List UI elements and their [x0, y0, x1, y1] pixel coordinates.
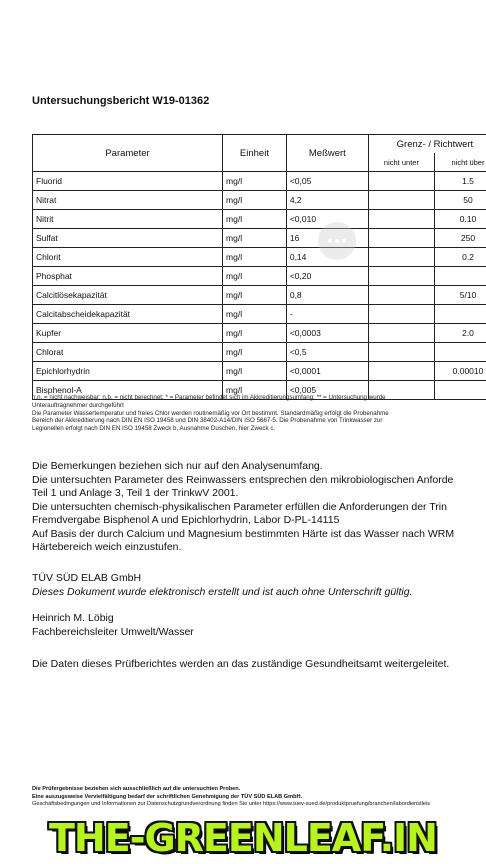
- header-limit-upper: nicht über: [435, 153, 486, 172]
- cell-unit: mg/l: [223, 381, 287, 400]
- cell-limit-lower: [368, 248, 434, 267]
- cell-unit: mg/l: [223, 324, 287, 343]
- cell-limit-lower: [368, 305, 434, 324]
- cell-limit-upper: 2.0: [435, 324, 486, 343]
- cell-limit-upper: 0.10: [435, 210, 486, 229]
- cell-parameter: Phosphat: [33, 267, 223, 286]
- legal-notice: [32, 786, 486, 809]
- cell-value: 4,2: [286, 191, 368, 210]
- results-table: [32, 134, 486, 400]
- cell-limit-upper: [435, 343, 486, 362]
- cell-value: 0,8: [286, 286, 368, 305]
- table-row: [33, 248, 486, 267]
- remark-line: Die Bemerkungen beziehen sich nur auf den Analysenumfang.: [32, 460, 323, 472]
- remark-line: Auf Basis der durch Calcium und Magnesium bestimmten Härte ist das Wasser nach WRM: [32, 527, 455, 540]
- cell-limit-upper: 50: [435, 191, 486, 210]
- footnote-line: n.n. = nicht nachweisbar; n.b. = nicht berechnet; * = Parameter befindet sich im Akkreditierungsumfang; ** = Untersuchung wurde: [32, 394, 386, 401]
- footnote-line: Bereich der Akkreditierung nach DIN EN ISO 19458 und DIN 38402-A14/DIN ISO 5667-5. Die Probenahme von Trinkwasser zur: [32, 417, 383, 425]
- table-row: [33, 267, 486, 286]
- cell-parameter: Kupfer: [33, 324, 223, 343]
- remark-line: Die untersuchten Parameter des Reinwassers entsprechen den mikrobiologischen Anforde: [32, 473, 454, 486]
- cell-limit-lower: [368, 267, 434, 286]
- table-row: [33, 324, 486, 343]
- watermark-text: THE-GREENLEAF.IN: [49, 816, 437, 860]
- signer-title: Fachbereichsleiter Umwelt/Wasser: [32, 626, 194, 638]
- cell-parameter: Bisphenol-A: [33, 381, 223, 400]
- cell-parameter: Epichlorhydrin: [33, 362, 223, 381]
- remark-line: Härtebereich weich einzustufen.: [32, 541, 182, 553]
- loading-spinner-icon: [318, 222, 356, 260]
- cell-parameter: Calcitabscheidekapazität: [33, 305, 223, 324]
- cell-limit-lower: [368, 286, 434, 305]
- remark-line: Teil 1 und Anlage 3, Teil 1 der TrinkwV 2001.: [32, 487, 239, 499]
- legal-line: Geschäftsbedingungen und Informationen zur Datenschutzgrundverordnung finden Sie unter https://www.tuev-sued.de/produktpruefung/branchen/labordienstleis: [32, 801, 431, 808]
- cell-limit-lower: [368, 229, 434, 248]
- cell-parameter: Fluorid: [33, 172, 223, 191]
- cell-parameter: Sulfat: [33, 229, 223, 248]
- cell-value: <0,5: [286, 343, 368, 362]
- report-title: Untersuchungsbericht W19-01362: [32, 95, 210, 107]
- table-row: [33, 229, 486, 248]
- cell-limit-lower: [368, 172, 434, 191]
- remark-line: Die untersuchten chemisch-physikalischen Parameter erfüllen die Anforderungen der Trin: [32, 500, 447, 513]
- cell-limit-upper: [435, 305, 486, 324]
- header-value: Meßwert: [286, 135, 368, 172]
- table-row: [33, 172, 486, 191]
- signer-block: [32, 611, 194, 639]
- forward-note: Die Daten dieses Prüfberichtes werden an das zuständige Gesundheitsamt weitergeleitet.: [32, 658, 450, 670]
- cell-parameter: Chlorit: [33, 248, 223, 267]
- company-block: [32, 571, 413, 599]
- table-row: [33, 362, 486, 381]
- cell-limit-lower: [368, 210, 434, 229]
- cell-limit-lower: [368, 191, 434, 210]
- watermark-banner: [0, 812, 486, 864]
- cell-unit: mg/l: [223, 305, 287, 324]
- header-unit: Einheit: [223, 135, 287, 172]
- cell-limit-upper: 0.00010: [435, 362, 486, 381]
- table-row: [33, 343, 486, 362]
- cell-limit-lower: [368, 324, 434, 343]
- cell-limit-upper: 5/10: [435, 286, 486, 305]
- cell-parameter: Chlorat: [33, 343, 223, 362]
- cell-unit: mg/l: [223, 172, 287, 191]
- cell-limit-upper: 0.2: [435, 248, 486, 267]
- cell-parameter: Nitrat: [33, 191, 223, 210]
- footnote-line: Legionellen erfolgt nach DIN EN ISO 19458 Zweck b, Ausnahme Duschen, hier Zweck c.: [32, 425, 276, 433]
- remarks-section: [32, 460, 486, 555]
- cell-unit: mg/l: [223, 267, 287, 286]
- top-bar: [0, 0, 486, 30]
- cell-limit-upper: 1.5: [435, 172, 486, 191]
- cell-unit: mg/l: [223, 286, 287, 305]
- table-row: [33, 191, 486, 210]
- cell-unit: mg/l: [223, 191, 287, 210]
- cell-limit-lower: [368, 362, 434, 381]
- table-header-row: [33, 135, 486, 154]
- cell-unit: mg/l: [223, 229, 287, 248]
- cell-limit-upper: 250: [435, 229, 486, 248]
- cell-value: 0,14: [286, 248, 368, 267]
- cell-value: <0,0003: [286, 324, 368, 343]
- cell-parameter: Nitrit: [33, 210, 223, 229]
- cell-unit: mg/l: [223, 343, 287, 362]
- cell-value: <0,010: [286, 210, 368, 229]
- header-limit-lower: nicht unter: [368, 153, 434, 172]
- cell-limit-upper: [435, 267, 486, 286]
- cell-unit: mg/l: [223, 362, 287, 381]
- footnote-line: Die Parameter Wassertemperatur und freies Chlor werden routinemäßig vor Ort bestimmt. Standardmäßig erfolgt die Probenahme: [32, 409, 389, 417]
- cell-value: -: [286, 305, 368, 324]
- table-row: [33, 286, 486, 305]
- validity-note: Dieses Dokument wurde elektronisch erstellt und ist auch ohne Unterschrift gültig.: [32, 586, 413, 598]
- remark-line: Fremdvergabe Bisphenol A und Epichlorhydrin, Labor D-PL-14115: [32, 514, 340, 526]
- cell-unit: mg/l: [223, 248, 287, 267]
- cell-value: <0,0001: [286, 362, 368, 381]
- legal-line: Eine auszugsweise Vervielfältigung bedarf der schriftlichen Genehmigung der TÜV SÜD ELAB GmbH.: [32, 793, 303, 800]
- table-footnotes: [32, 394, 486, 433]
- company-name: TÜV SÜD ELAB GmbH: [32, 572, 142, 584]
- cell-value: <0,20: [286, 267, 368, 286]
- cell-unit: mg/l: [223, 210, 287, 229]
- signer-name: Heinrich M. Löbig: [32, 612, 114, 624]
- cell-limit-lower: [368, 343, 434, 362]
- legal-line: Die Prüfergebnisse beziehen sich ausschließlich auf die untersuchten Proben.: [32, 786, 241, 792]
- cell-value: <0,005: [286, 381, 368, 400]
- header-parameter: Parameter: [33, 135, 223, 172]
- footnote-line: Unterauftragnehmer durchgeführt: [32, 401, 124, 409]
- header-limit: Grenz- / Richtwert: [368, 135, 486, 154]
- table-row: [33, 210, 486, 229]
- cell-parameter: Calcitlösekapazität: [33, 286, 223, 305]
- cell-value: <0,05: [286, 172, 368, 191]
- cell-value: 16: [286, 229, 368, 248]
- table-row: [33, 305, 486, 324]
